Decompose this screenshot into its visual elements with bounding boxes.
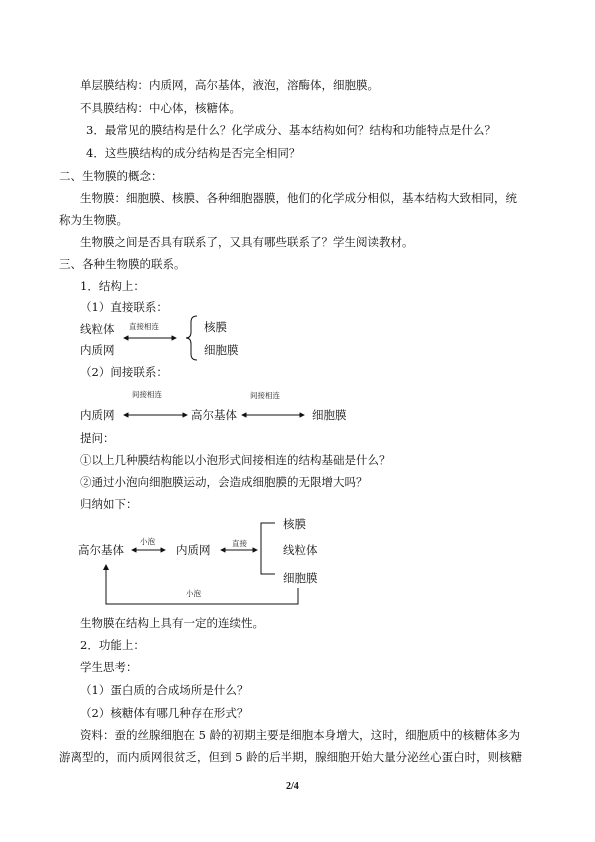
thinking-question-2: （2）核糖体有哪几种存在形式？ <box>80 706 249 720</box>
function-subheading: 2．功能上： <box>80 638 145 652</box>
diagram3-direct-label: 直接 <box>232 539 247 548</box>
section-heading-2: 二、生物膜的概念： <box>59 169 163 183</box>
diagram3-mitochondria: 线粒体 <box>283 543 318 557</box>
diagram3-bracket <box>261 523 275 574</box>
biomembrane-definition-cont: 称为生物膜。 <box>59 213 128 227</box>
material-paragraph: 资料：蚕的丝腺细胞在 5 龄的初期主要是细胞本身增大，这时，细胞质中的核糖体多为 <box>80 728 521 742</box>
continuity-statement: 生物膜在结构上具有一定的连续性。 <box>80 616 264 630</box>
question-heading: 提问： <box>80 431 115 445</box>
diagram1-arrow-label: 直接相连 <box>129 322 159 331</box>
diagram1-brace <box>186 316 197 360</box>
diagram3-loop-label: 小泡 <box>186 589 201 598</box>
non-membrane-structures: 不具膜结构：中心体，核糖体。 <box>80 101 241 115</box>
section-heading-3: 三、各种生物膜的联系。 <box>59 257 186 271</box>
biomembrane-definition: 生物膜：细胞膜、核膜、各种细胞器膜，他们的化学成分相似，基本结构大致相同，统 <box>80 191 517 205</box>
diagram3-golgi: 高尔基体 <box>78 543 124 557</box>
structure-subheading: 1．结构上： <box>80 279 145 293</box>
diagram2-label1: 间接相连 <box>132 390 162 399</box>
student-thinking: 学生思考： <box>80 660 138 674</box>
diagram2-cell-membrane: 细胞膜 <box>312 408 347 422</box>
direct-connection-heading: （1）直接联系： <box>80 300 168 314</box>
diagram3-er: 内质网 <box>176 543 211 557</box>
material-paragraph-cont: 游离型的，而内质网很贫乏，但到 5 龄的后半期，腺细胞开始大量分泌丝心蛋白时，则核糖 <box>59 750 523 764</box>
diagram3-cell-membrane: 细胞膜 <box>283 571 318 585</box>
diagram1-nuclear-membrane: 核膜 <box>204 320 227 334</box>
diagram3-nuclear-membrane: 核膜 <box>283 517 306 531</box>
question-b: ②通过小泡向细胞膜运动，会造成细胞膜的无限增大吗？ <box>80 475 368 489</box>
indirect-connection-heading: （2）间接联系： <box>80 365 168 379</box>
question-3: 3．最常见的膜结构是什么？化学成分、基本结构如何？结构和功能特点是什么？ <box>86 123 496 137</box>
diagram2-label2: 间接相连 <box>250 391 280 400</box>
question-4: 4．这些膜结构的成分结构是否完全相同？ <box>86 146 301 160</box>
diagram3-loop <box>106 565 298 604</box>
diagram1-mitochondria: 线粒体 <box>80 322 115 336</box>
diagram3-vesicle-label: 小泡 <box>140 537 155 546</box>
question-a: ①以上几种膜结构能以小泡形式间接相连的结构基础是什么？ <box>80 453 391 467</box>
diagram1-cell-membrane: 细胞膜 <box>204 343 239 357</box>
diagram1-er: 内质网 <box>80 343 115 357</box>
diagram2-er: 内质网 <box>80 408 115 422</box>
diagram2-golgi: 高尔基体 <box>191 408 237 422</box>
thinking-question-1: （1）蛋白质的合成场所是什么？ <box>80 683 249 697</box>
summary-heading: 归纳如下： <box>80 497 138 511</box>
reading-prompt: 生物膜之间是否具有联系了，又具有哪些联系了？学生阅读教材。 <box>80 235 414 249</box>
single-membrane-structures: 单层膜结构：内质网，高尔基体，液泡，溶酶体，细胞膜。 <box>80 78 379 92</box>
page-number: 2/4 <box>286 781 299 792</box>
